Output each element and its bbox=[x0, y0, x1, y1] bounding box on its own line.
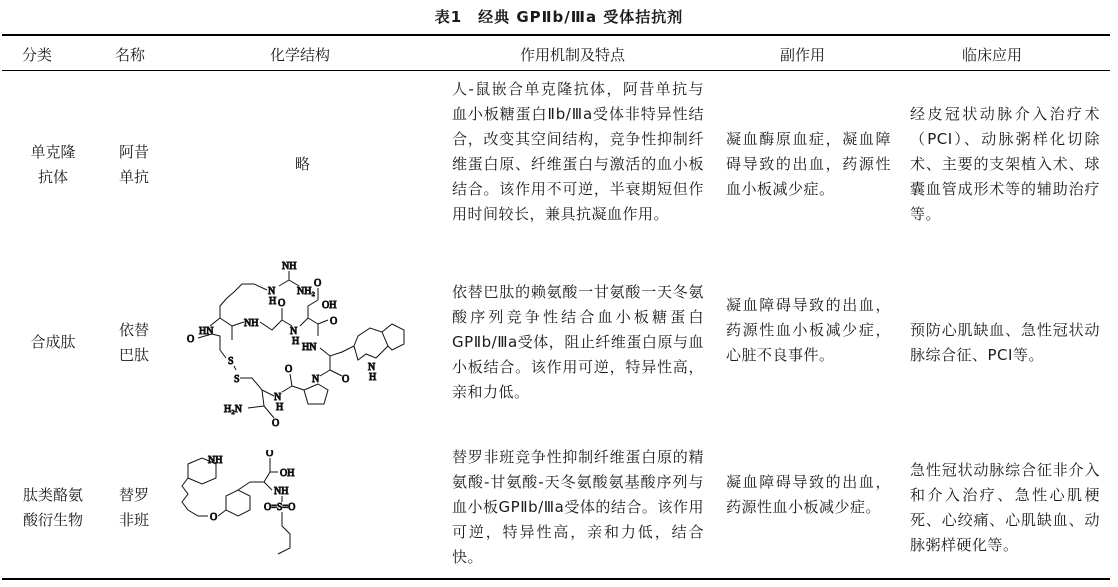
svg-text:O: O bbox=[266, 450, 274, 459]
svg-text:N: N bbox=[274, 392, 282, 403]
svg-text:O: O bbox=[285, 364, 293, 375]
svg-text:O: O bbox=[187, 334, 195, 345]
svg-text:N: N bbox=[368, 362, 376, 373]
svg-text:S: S bbox=[234, 374, 240, 385]
header-mechanism: 作用机制及特点 bbox=[520, 46, 626, 64]
svg-text:NH: NH bbox=[282, 261, 297, 272]
svg-text:O: O bbox=[210, 512, 218, 523]
row1-category-line2: 抗体 bbox=[37, 168, 68, 186]
row3-name-line2: 非班 bbox=[118, 511, 149, 529]
svg-text:NH: NH bbox=[208, 455, 223, 466]
svg-text:HN: HN bbox=[199, 326, 214, 337]
row1-side-effects: 凝血酶原血症，凝血障碍导致的出血，药源性血小板减少症。 bbox=[726, 130, 891, 198]
bottom-rule bbox=[2, 578, 1110, 580]
header-name: 名称 bbox=[115, 46, 146, 64]
svg-text:N: N bbox=[268, 286, 276, 297]
row2-side-effects: 凝血障碍导致的出血，药源性血小板减少症，心脏不良事件。 bbox=[726, 296, 891, 364]
row3-category-line2: 酸衍生物 bbox=[22, 511, 83, 529]
row2-name-line2: 巴肽 bbox=[118, 346, 149, 364]
row1-name-line1: 阿昔 bbox=[118, 143, 149, 161]
row1-clinical-use: 经皮冠状动脉介入治疗术（PCI）、动脉粥样化切除术、主要的支架植入术、球囊血管成形术等的辅助治疗等。 bbox=[910, 105, 1100, 223]
header-clinical-use: 临床应用 bbox=[962, 46, 1023, 64]
svg-text:NH: NH bbox=[274, 486, 289, 497]
row1-name-line2: 单抗 bbox=[118, 168, 149, 186]
row2-clinical-use: 预防心肌缺血、急性冠状动脉综合征、PCI等。 bbox=[910, 321, 1100, 364]
svg-text:O: O bbox=[278, 298, 286, 309]
row2-name-line1: 依替 bbox=[118, 321, 149, 339]
row3-category-line1: 肽类酪氨 bbox=[22, 486, 83, 504]
row1-mechanism: 人-鼠嵌合单克隆抗体，阿昔单抗与血小板糖蛋白Ⅱb/Ⅲa受体非特异性结合，改变其空间结构，竞争性抑制纤维蛋白原、纤维蛋白与激活的血小板结合。该作用不可逆，半衰期短但作用时间较长，兼具抗凝血作用。 bbox=[452, 80, 704, 223]
row3-clinical-use: 急性冠状动脉综合征非介入和介入治疗、急性心肌梗死、心绞痛、心肌缺血、动脉粥样硬化等。 bbox=[910, 461, 1100, 554]
row2-mechanism: 依替巴肽的赖氨酸一甘氨酸一天冬氨酸序列竞争性结合血小板糖蛋白GPⅡb/Ⅲa受体，阻止纤维蛋白原与血小板结合。该作用可逆，特异性高，亲和力低。 bbox=[452, 283, 704, 401]
svg-text:O: O bbox=[342, 374, 350, 385]
header-category: 分类 bbox=[22, 46, 53, 64]
table-caption: 表1 经典 GPⅡb/Ⅲa 受体拮抗剂 bbox=[434, 8, 684, 26]
svg-text:HN: HN bbox=[302, 342, 317, 353]
svg-text:S: S bbox=[228, 356, 234, 367]
svg-text:H₂N: H₂N bbox=[224, 404, 242, 415]
row3-side-effects: 凝血障碍导致的出血，药源性血小板减少症。 bbox=[726, 473, 891, 516]
top-rule bbox=[2, 34, 1110, 36]
row1-category-line1: 单克隆 bbox=[30, 143, 76, 161]
svg-text:O: O bbox=[330, 316, 338, 327]
svg-text:O: O bbox=[314, 278, 322, 289]
eptifibatide-structure-diagram bbox=[182, 258, 438, 428]
row1-structure: 略 bbox=[295, 155, 311, 173]
svg-text:NH₂: NH₂ bbox=[297, 286, 315, 297]
row3-mechanism: 替罗非班竞争性抑制纤维蛋白原的精氨酸-甘氨酸-天冬氨酸氨基酸序列与血小板GPⅡb/Ⅲa受体的结合。该作用可逆，特异性高，亲和力低，结合快。 bbox=[452, 448, 704, 566]
svg-text:OH: OH bbox=[322, 300, 337, 311]
svg-text:O=S=O: O=S=O bbox=[264, 502, 296, 513]
svg-text:H: H bbox=[292, 336, 300, 347]
row3-name-line1: 替罗 bbox=[118, 486, 149, 504]
header-side-effects: 副作用 bbox=[780, 46, 826, 64]
svg-text:O: O bbox=[272, 418, 280, 428]
header-rule bbox=[2, 70, 1110, 71]
svg-text:N: N bbox=[312, 374, 320, 385]
row2-category-line1: 合成肽 bbox=[30, 333, 76, 351]
svg-text:H: H bbox=[369, 372, 377, 383]
header-structure: 化学结构 bbox=[270, 46, 331, 64]
svg-text:NH: NH bbox=[244, 318, 259, 329]
svg-text:OH: OH bbox=[280, 468, 295, 479]
tirofiban-structure-diagram bbox=[178, 450, 328, 575]
svg-text:H: H bbox=[276, 402, 284, 413]
svg-text:N: N bbox=[290, 326, 298, 337]
svg-text:H: H bbox=[269, 296, 277, 307]
